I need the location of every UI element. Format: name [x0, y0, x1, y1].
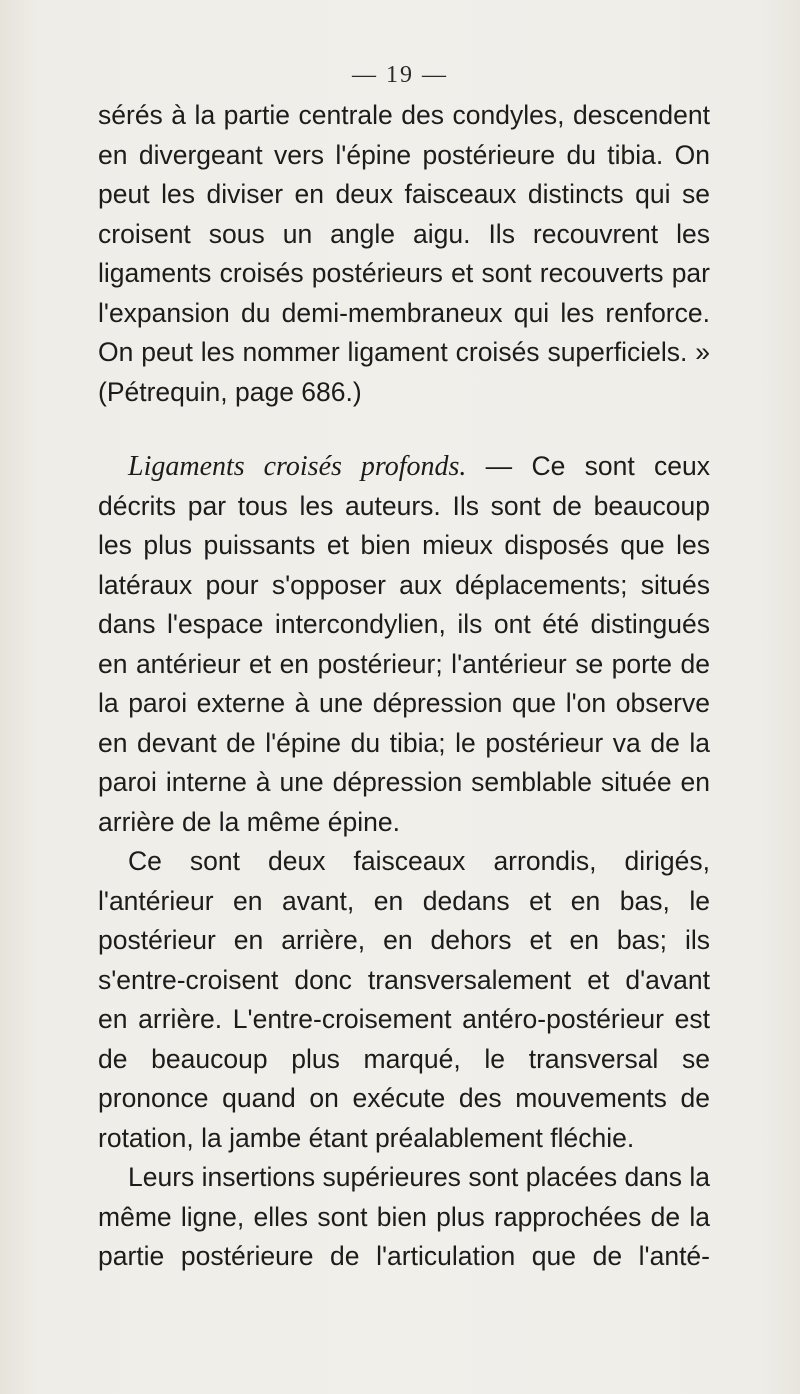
paragraph-text: — Ce sont ceux décrits par tous les auteurs. Ils sont de beaucoup les plus puissants et bien mieux disposés que les latéraux pour s'opposer aux déplacements; situés dans l'espace intercondylien, ils ont été distingués en antérieur et en postérieur; l'antérieur se porte de la paroi externe à une dépression que l'on observe en devant de l'épine du tibia; le postérieur va de la paroi interne à une dépression semblable située en arrière de la même épine. — [98, 451, 711, 837]
paragraph-faisceaux: Ce sont deux faisceaux arrondis, dirigés, l'antérieur en avant, en dedans et en bas, le postérieur en arrière, en dehors et en bas; ils s'entre-croisent donc transversalement et d'avant en arrière. L'entre-croisement antéro-postérieur est de beaucoup plus marqué, le transversal se prononce quand on exécute des mouvements de rotation, la jambe étant préalablement fléchie. — [98, 846, 710, 1153]
body-text — [98, 96, 710, 1277]
section-heading: Ligaments croisés profonds. — [128, 451, 467, 482]
paragraph-ligaments-profonds — [98, 447, 710, 842]
page-number: — 19 — — [352, 62, 448, 88]
paragraph-insertions: Leurs insertions supérieures sont placées dans la même ligne, elles sont bien plus rapprochées de la partie postérieure de l'articulation que de l'anté- — [98, 1162, 710, 1271]
paragraph-continuation: sérés à la partie centrale des condyles, descendent en divergeant vers l'épine postérieure du tibia. On peut les diviser en deux faisceaux distincts qui se croisent sous un angle aigu. Ils recouvrent les ligaments croisés postérieurs et sont recouverts par l'expansion du demi-membraneux qui les renforce. On peut les nommer ligament croisés superficiels. » (Pétrequin, page 686.) — [98, 100, 710, 407]
